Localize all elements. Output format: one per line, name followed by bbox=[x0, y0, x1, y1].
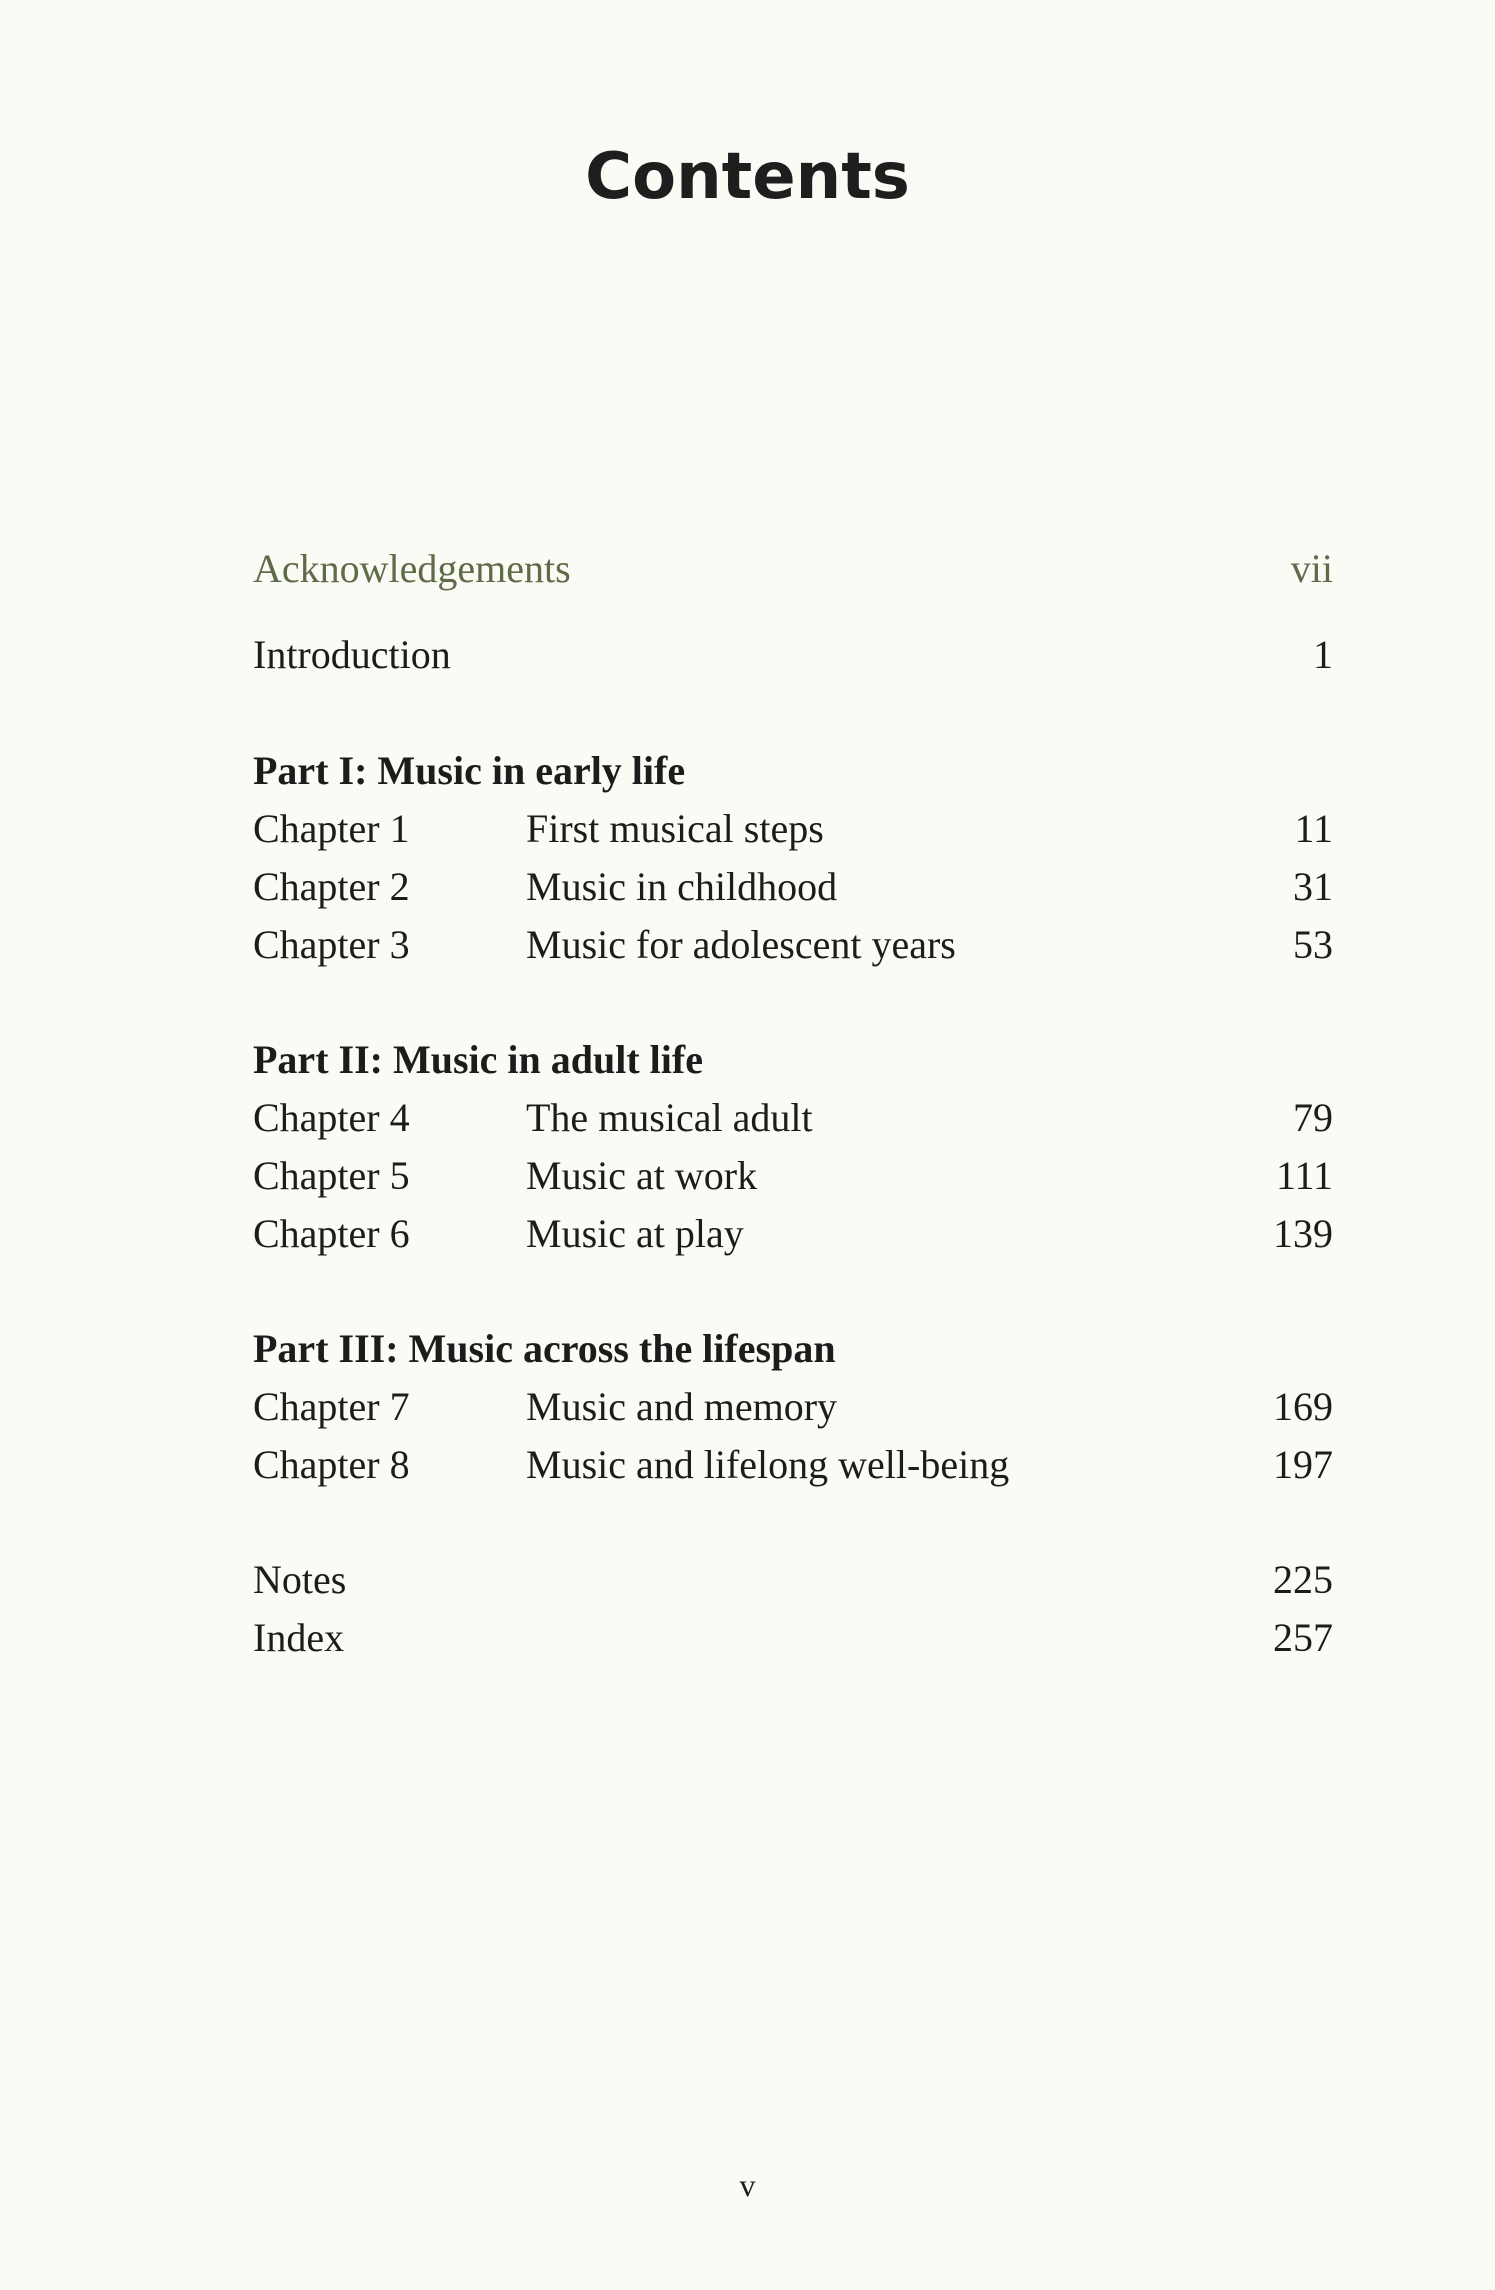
toc-page-number: 139 bbox=[1273, 1211, 1333, 1256]
toc-entry-chapter-8[interactable] bbox=[253, 1440, 1333, 1490]
chapter-title: Music and lifelong well-being bbox=[526, 1442, 1010, 1487]
toc-entry-acknowledgements[interactable] bbox=[253, 544, 1333, 594]
toc-page-number: 31 bbox=[1293, 864, 1333, 909]
toc-page-number: 111 bbox=[1275, 1153, 1333, 1198]
chapter-title: Music and memory bbox=[526, 1384, 838, 1429]
toc-page-number: 257 bbox=[1273, 1615, 1333, 1660]
page-title: Contents bbox=[585, 140, 910, 214]
toc-entry-chapter-3[interactable] bbox=[253, 920, 1333, 970]
part-heading-1: Part I: Music in early life bbox=[253, 748, 686, 793]
chapter-label: Chapter 8 bbox=[253, 1442, 410, 1487]
toc-entry-chapter-2[interactable] bbox=[253, 862, 1333, 912]
toc-page-number: 225 bbox=[1273, 1557, 1333, 1602]
chapter-label: Chapter 7 bbox=[253, 1384, 410, 1429]
chapter-label: Chapter 5 bbox=[253, 1153, 410, 1198]
toc-entry-chapter-5[interactable] bbox=[253, 1151, 1333, 1201]
toc-entry-notes[interactable] bbox=[253, 1555, 1333, 1605]
part-heading-3: Part III: Music across the lifespan bbox=[253, 1326, 836, 1371]
chapter-title: First musical steps bbox=[526, 806, 824, 851]
toc-page-number: 79 bbox=[1293, 1095, 1333, 1140]
toc-entry-chapter-1[interactable] bbox=[253, 804, 1333, 854]
chapter-label: Chapter 3 bbox=[253, 922, 410, 967]
toc-entry-index[interactable] bbox=[253, 1613, 1333, 1663]
toc-page-number: 53 bbox=[1293, 922, 1333, 967]
chapter-title: Music at work bbox=[526, 1153, 758, 1198]
chapter-title: The musical adult bbox=[526, 1095, 813, 1140]
toc-entry-label: Introduction bbox=[253, 632, 451, 677]
page-folio: v bbox=[739, 2167, 756, 2203]
chapter-label: Chapter 2 bbox=[253, 864, 410, 909]
toc-entry-label: Acknowledgements bbox=[253, 546, 571, 591]
toc-entry-introduction[interactable] bbox=[253, 630, 1333, 680]
toc-entry-chapter-4[interactable] bbox=[253, 1093, 1333, 1143]
toc-entry-chapter-6[interactable] bbox=[253, 1209, 1333, 1259]
toc-entry-label: Index bbox=[253, 1615, 345, 1660]
chapter-label: Chapter 1 bbox=[253, 806, 410, 851]
toc-page-number: 169 bbox=[1273, 1384, 1333, 1429]
chapter-label: Chapter 4 bbox=[253, 1095, 410, 1140]
toc-entry-label: Notes bbox=[253, 1557, 347, 1602]
chapter-label: Chapter 6 bbox=[253, 1211, 410, 1256]
toc-entry-chapter-7[interactable] bbox=[253, 1382, 1333, 1432]
part-heading-2: Part II: Music in adult life bbox=[253, 1037, 703, 1082]
toc-page-number: 1 bbox=[1313, 632, 1333, 677]
chapter-title: Music at play bbox=[526, 1211, 744, 1256]
toc-page-number: 11 bbox=[1294, 806, 1333, 851]
toc-page-number: 197 bbox=[1273, 1442, 1333, 1487]
toc-page-number: vii bbox=[1290, 546, 1333, 591]
chapter-title: Music for adolescent years bbox=[526, 922, 956, 967]
chapter-title: Music in childhood bbox=[526, 864, 838, 909]
